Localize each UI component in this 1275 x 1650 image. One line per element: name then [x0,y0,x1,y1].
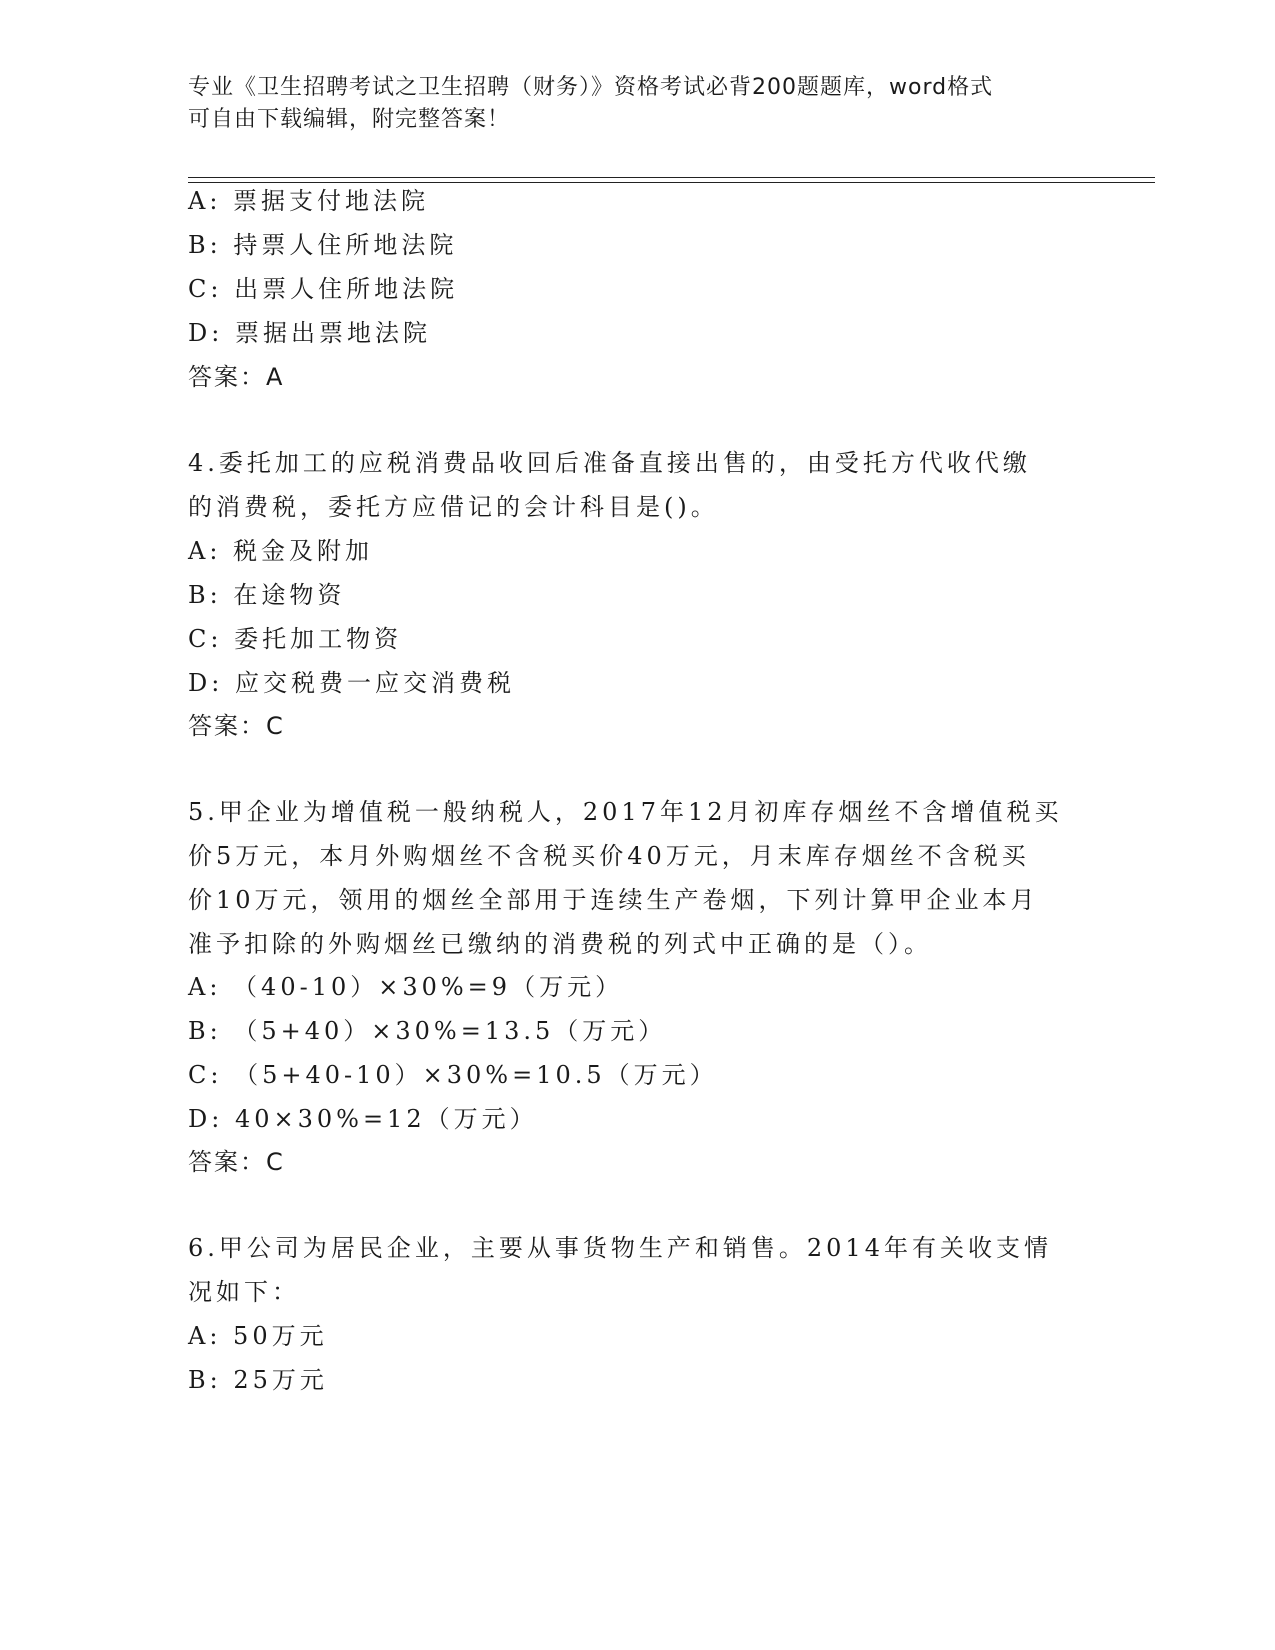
q4-answer: 答案：C [188,712,285,740]
q6-question-line-2: 况如下： [188,1278,300,1306]
q5-question-line-3: 价10万元，领用的烟丝全部用于连续生产卷烟，下列计算甲企业本月 [188,886,1039,914]
q5-option-a: A: （40-10）×30%=9（万元） [188,973,624,1001]
document-header: 专业《卫生招聘考试之卫生招聘（财务）》资格考试必背200题题库，word格式 可自由下载编辑，附完整答案！ [188,75,994,132]
header-rule-top [188,177,1155,178]
q3-option-d: D: 票据出票地法院 [188,319,431,347]
q4-option-d: D: 应交税费一应交消费税 [188,669,515,697]
q5-question-line-4: 准予扣除的外购烟丝已缴纳的消费税的列式中正确的是（）。 [188,930,932,958]
q4-question-line-1: 4.委托加工的应税消费品收回后准备直接出售的，由受托方代收代缴 [188,449,1031,477]
q6-option-b: B: 25万元 [188,1366,328,1394]
q3-option-a: A: 票据支付地法院 [188,187,430,215]
q3-option-b: B: 持票人住所地法院 [188,231,458,259]
q4-option-b: B: 在途物资 [188,581,346,609]
q4-option-c: C: 委托加工物资 [188,625,403,653]
q6-question-line-1: 6.甲公司为居民企业，主要从事货物生产和销售。2014年有关收支情 [188,1234,1052,1262]
header-rule-bottom [188,182,1155,183]
q6-option-a: A: 50万元 [188,1322,328,1350]
q5-option-b: B: （5+40）×30%=13.5（万元） [188,1017,667,1045]
q5-answer: 答案：C [188,1148,285,1176]
q5-option-d: D: 40×30%=12（万元） [188,1105,538,1133]
q5-option-c: C: （5+40-10）×30%=10.5（万元） [188,1061,718,1089]
q5-question-line-2: 价5万元，本月外购烟丝不含税买价40万元，月末库存烟丝不含税买 [188,842,1030,870]
q3-answer: 答案：A [188,363,285,391]
q3-option-c: C: 出票人住所地法院 [188,275,459,303]
q5-question-line-1: 5.甲企业为增值税一般纳税人，2017年12月初库存烟丝不含增值税买 [188,798,1063,826]
q4-question-line-2: 的消费税，委托方应借记的会计科目是()。 [188,493,719,521]
q4-option-a: A: 税金及附加 [188,537,374,565]
